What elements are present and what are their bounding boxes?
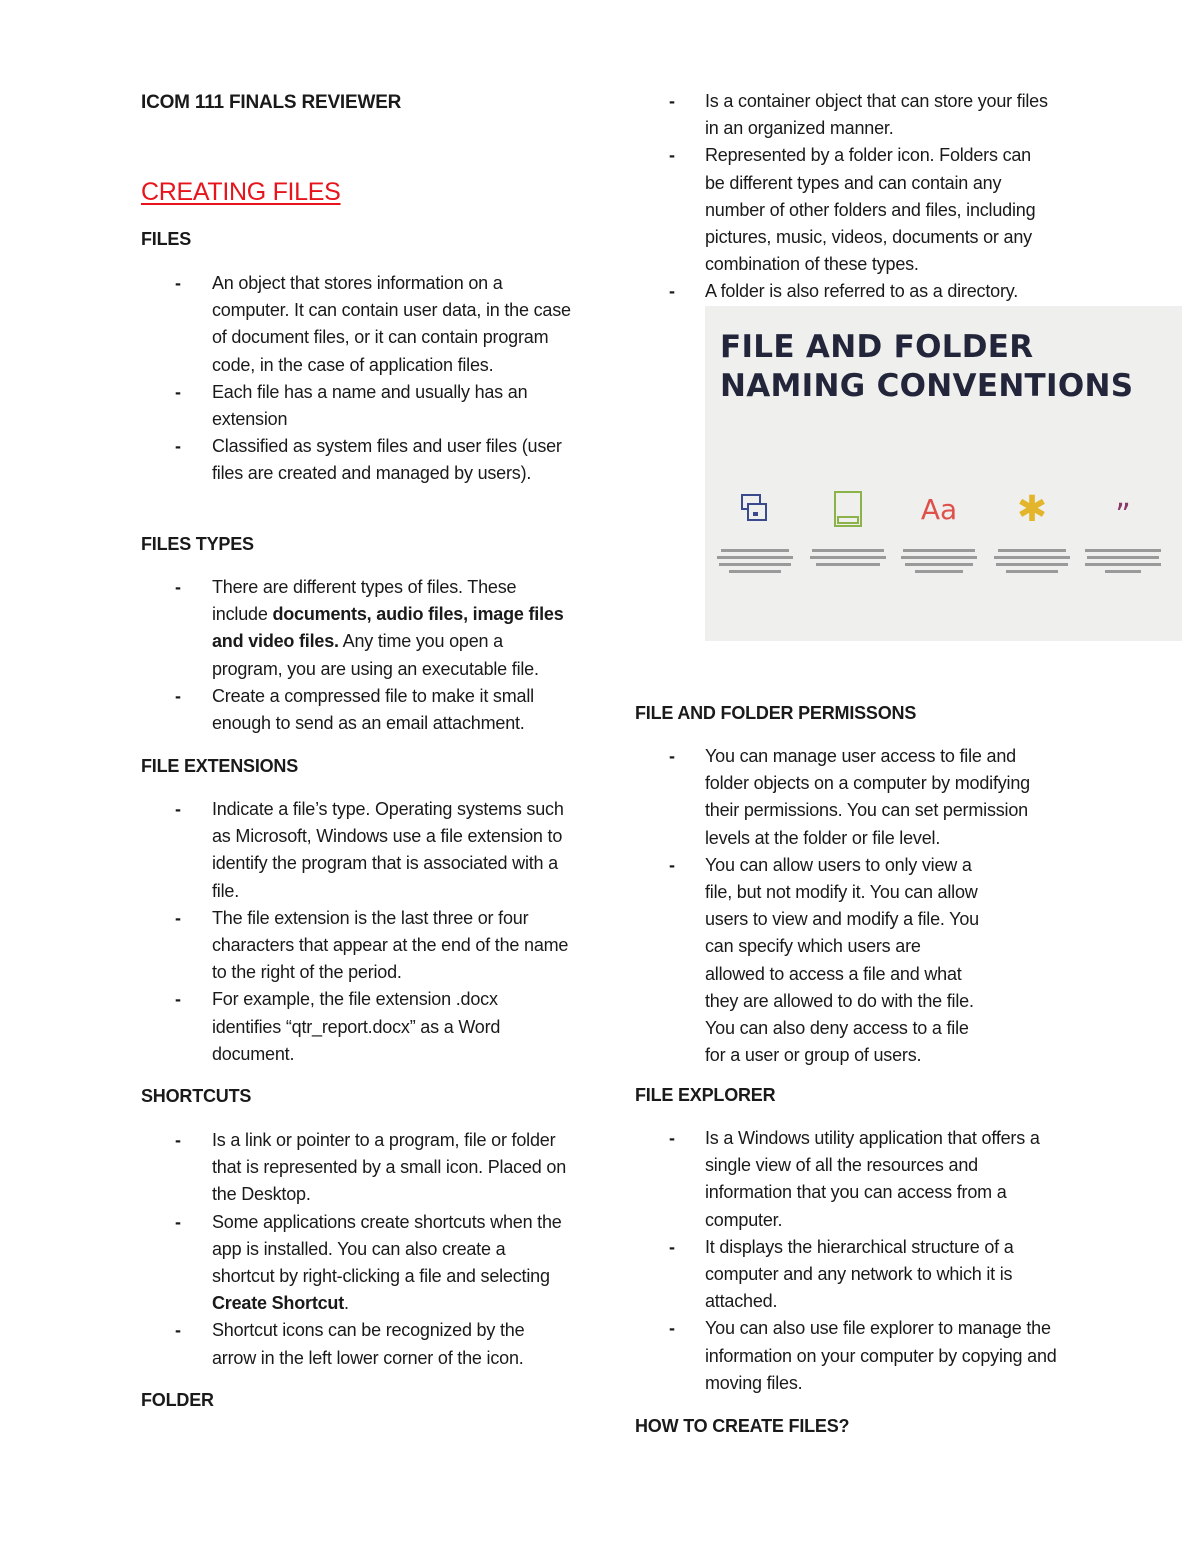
section-title: CREATING FILES — [141, 178, 341, 206]
file-extensions-list — [141, 796, 571, 1068]
list-item: - Classified as system files and user files (user files are created and managed by users). — [175, 436, 562, 484]
files-types-list — [141, 574, 571, 737]
naming-caption — [899, 548, 979, 579]
list-item: - Create a compressed file to make it small enough to send as an email attachment. — [175, 685, 534, 734]
quote-icon: ” — [1115, 497, 1131, 533]
naming-caption — [992, 548, 1072, 579]
list-item: - Each file has a name and usually has an extension — [175, 381, 528, 430]
list-item: - Represented by a folder icon. Folders can be different types and can contain any number of other folders and files, including pictures, music, videos, documents or any combination of these types. — [669, 145, 1036, 275]
list-item: - You can allow users to only view a file, but not modify it. You can allow users to view and modify a file. You can specify which users are allowed to access a file and what they are allowed to do with the file. You can also deny access to a file for a user or group of users. — [669, 854, 979, 1066]
naming-item — [802, 486, 894, 596]
asterisk-icon: ✱ — [1016, 488, 1048, 530]
heading-files: FILES — [141, 229, 192, 249]
list-item: - Indicate a file’s type. Operating systems such as Microsoft, Windows use a file extension to identify the program that is associated with a file. — [175, 799, 564, 901]
list-item: - Is a Windows utility application that offers a single view of all the resources and information that you can access from a computer. — [669, 1128, 1040, 1230]
list-item: - Is a link or pointer to a program, file or folder that is represented by a small icon. Placed on the Desktop. — [175, 1130, 566, 1205]
heading-folder: FOLDER — [141, 1390, 214, 1410]
list-item: - A folder is also referred to as a directory. — [669, 281, 1019, 302]
list-item: - You can manage user access to file and folder objects on a computer by modifying their permissions. You can set permission levels at the folder or file level. — [669, 746, 1030, 848]
naming-item — [1077, 486, 1169, 596]
list-item: - The file extension is the last three or four characters that appear at the end of the name to the right of the period. — [175, 907, 569, 983]
shortcuts-list — [141, 1127, 571, 1372]
naming-conventions-title: FILE AND FOLDER NAMING CONVENTIONS — [720, 329, 1134, 404]
document-title: ICOM 111 FINALS REVIEWER — [141, 92, 402, 113]
naming-item — [709, 486, 801, 596]
list-item: - It displays the hierarchical structure of a computer and any network to which it is attached. — [669, 1236, 1014, 1312]
list-item: - You can also use file explorer to manage the information on your computer by copying and moving files. — [669, 1318, 1057, 1393]
heading-how-to-create-files: HOW TO CREATE FILES? — [635, 1416, 850, 1436]
list-item: - An object that stores information on a computer. It can contain user data, in the case of document files, or it can contain program code, in the case of application files. — [175, 273, 571, 375]
document-icon — [802, 486, 894, 532]
naming-conventions-image — [705, 306, 1182, 641]
heading-file-explorer: FILE EXPLORER — [635, 1085, 776, 1105]
naming-caption — [715, 548, 795, 579]
list-item: - There are different types of files. These include documents, audio files, image files and video files. Any time you open a program, you are using an executable file. — [175, 577, 564, 679]
naming-caption — [808, 548, 888, 579]
list-item: - Some applications create shortcuts when the app is installed. You can also create a shortcut by right-clicking a file and selecting Create Shortcut. — [175, 1211, 562, 1314]
folder-shortcut-icon — [709, 486, 801, 532]
permissions-list — [635, 743, 1055, 1069]
heading-shortcuts: SHORTCUTS — [141, 1086, 252, 1106]
files-list — [141, 270, 571, 488]
list-item: - Shortcut icons can be recognized by the arrow in the left lower corner of the icon. — [175, 1320, 525, 1368]
naming-caption — [1083, 548, 1163, 579]
list-item: - Is a container object that can store your files in an organized manner. — [669, 91, 1048, 139]
list-item: - For example, the file extension .docx identifies “qtr_report.docx” as a Word document. — [175, 989, 501, 1064]
heading-files-types: FILES TYPES — [141, 534, 254, 554]
file-explorer-list — [635, 1125, 1065, 1397]
naming-item — [986, 486, 1078, 596]
naming-item — [893, 486, 985, 596]
naming-icons-row — [705, 486, 1182, 606]
font-aa-icon: Aa — [920, 492, 958, 526]
folder-list — [635, 88, 1055, 306]
heading-file-folder-permissions: FILE AND FOLDER PERMISSONS — [635, 703, 917, 723]
heading-file-extensions: FILE EXTENSIONS — [141, 756, 299, 776]
